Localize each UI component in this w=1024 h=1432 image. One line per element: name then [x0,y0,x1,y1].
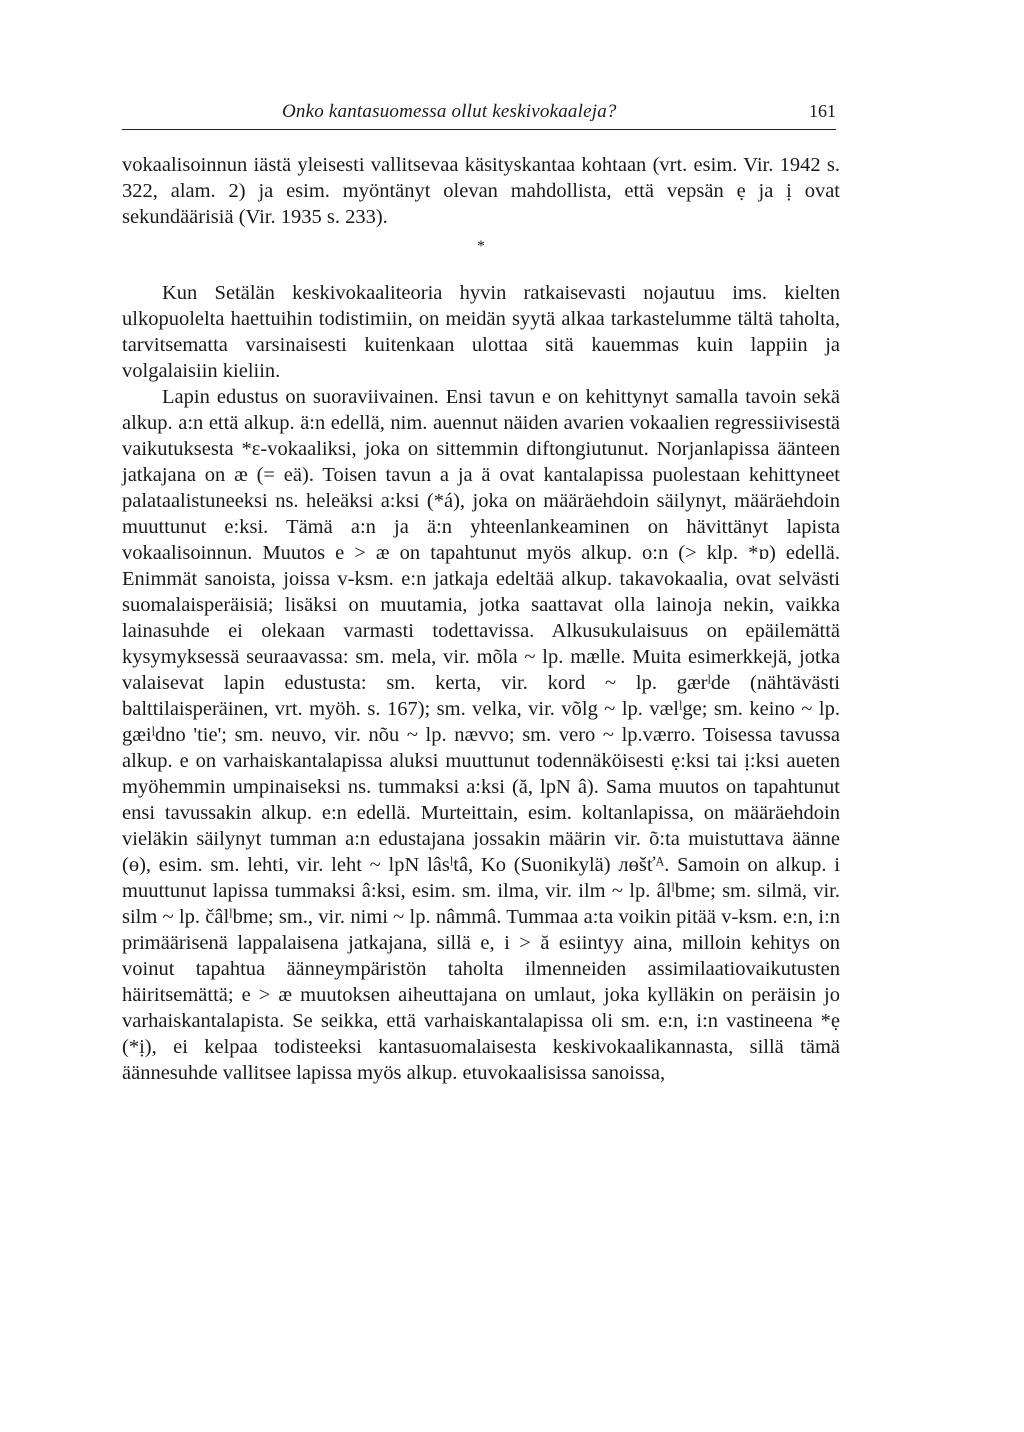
page-number: 161 [809,101,836,121]
page-header [122,97,836,130]
paragraph-lapp: Lapin edustus on suoraviivainen. Ensi tavun e on kehittynyt samalla tavoin sekä alkup. a:n että alkup. ä:n edellä, nim. auennut näiden avarien vokaalien regressiivisestä vaikutuksesta *ε-vokaaliksi, joka on sittemmin diftongiutunut. Norjanlapissa äänteen jatkajana on æ (= eä). Toisen tavun a ja ä ovat kantalapissa puolestaan kehittyneet palataalistuneeksi ns. heleäksi a:ksi (*á), joka on määräehdoin säilynyt, määräehdoin muuttunut e:ksi. Tämä a:n ja ä:n yhteenlankeaminen on hävittänyt lapista vokaalisoinnun. Muutos e > æ on tapahtunut myös alkup. o:n (> klp. *ɒ) edellä. Enimmät sanoista, joissa v-ksm. e:n jatkaja edeltää alkup. takavokaalia, ovat selvästi suomalaisperäisiä; lisäksi on muutamia, jotka saattavat olla lainoja nekin, vaikka lainasuhde ei olekaan varmasti todettavissa. Alkusukulaisuus on epäilemättä kysymyksessä seuraavassa: sm. mela, vir. mõla ~ lp. mælle. Muita esimerkkejä, jotka valaisevat lapin edustusta: sm. kerta, vir. kord ~ lp. gærˡde (nähtävästi balttilaisperäinen, vrt. myöh. s. 167); sm. velka, vir. võlg ~ lp. vælˡge; sm. keino ~ lp. gæiˡdno 'tie'; sm. neuvo, vir. nõu ~ lp. nævvo; sm. vero ~ lp.værro. Toisessa tavussa alkup. e on varhaiskantalapissa aluksi muuttunut todennäköisesti ẹ:ksi tai ị:ksi aueten myöhemmin umpinaiseksi ns. tummaksi a:ksi (ă, lpN â). Sama muutos on tapahtunut ensi tavussakin alkup. e:n edellä. Murteittain, esim. koltanlapissa, on määräehdoin vieläkin säilynyt tumman a:n edustajana jossakin määrin vir. õ:ta muistuttava äänne (ɵ), esim. sm. lehti, vir. leht ~ lpN lâsˡtâ, Ko (Suonikylä) лɵšťᴬ. Samoin on alkup. i muuttunut lapissa tummaksi â:ksi, esim. sm. ilma, vir. ilm ~ lp. âlˡbme; sm. silmä, vir. silm ~ lp. čâlˡbme; sm., vir. nimi ~ lp. nâmmâ. Tummaa a:ta voikin pitää v-ksm. e:n, i:n primäärisenä lappalaisena jatkajana, sillä e, i > ă esiintyy aina, milloin kehitys on voinut tapahtua äänneympäristön taholta ilmenneiden assimilaatiovaikutusten häiritsemättä; e > æ muutoksen aiheuttajana on umlaut, joka kylläkin on peräisin jo varhaiskantalapista. Se seikka, että varhaiskantalapissa oli sm. e:n, i:n vastineena *ẹ (*ị), ei kelpaa todisteeksi kantasuomalaisesta keskivokaalikannasta, sillä tämä äännesuhde vallitsee lapissa myös alkup. etuvokaalisissa sanoissa, [122,386,840,1084]
running-title: Onko kantasuomessa ollut keskivokaaleja? [282,101,617,122]
spacer [122,266,840,280]
paragraph-continuation: vokaalisoinnun iästä yleisesti vallitsevaa käsityskantaa kohtaan (vrt. esim. Vir. 1942 s. 322, alam. 2) ja esim. myöntänyt olevan mahdollista, että vepsän ẹ ja ị ovat sekundäärisiä (Vir. 1935 s. 233). [122,154,840,228]
section-separator: * [477,238,485,255]
paragraph-intro: Kun Setälän keskivokaaliteoria hyvin ratkaisevasti nojautuu ims. kielten ulkopuolelta haettuihin todistimiin, on meidän syytä alkaa tarkastelumme tältä taholta, tarvitsematta varsinaisesti kuitenkaan ulottaa sitä kauemmas kuin lappiin ja volgalaisiin kieliin. [122,282,840,382]
body-text [122,152,840,1086]
